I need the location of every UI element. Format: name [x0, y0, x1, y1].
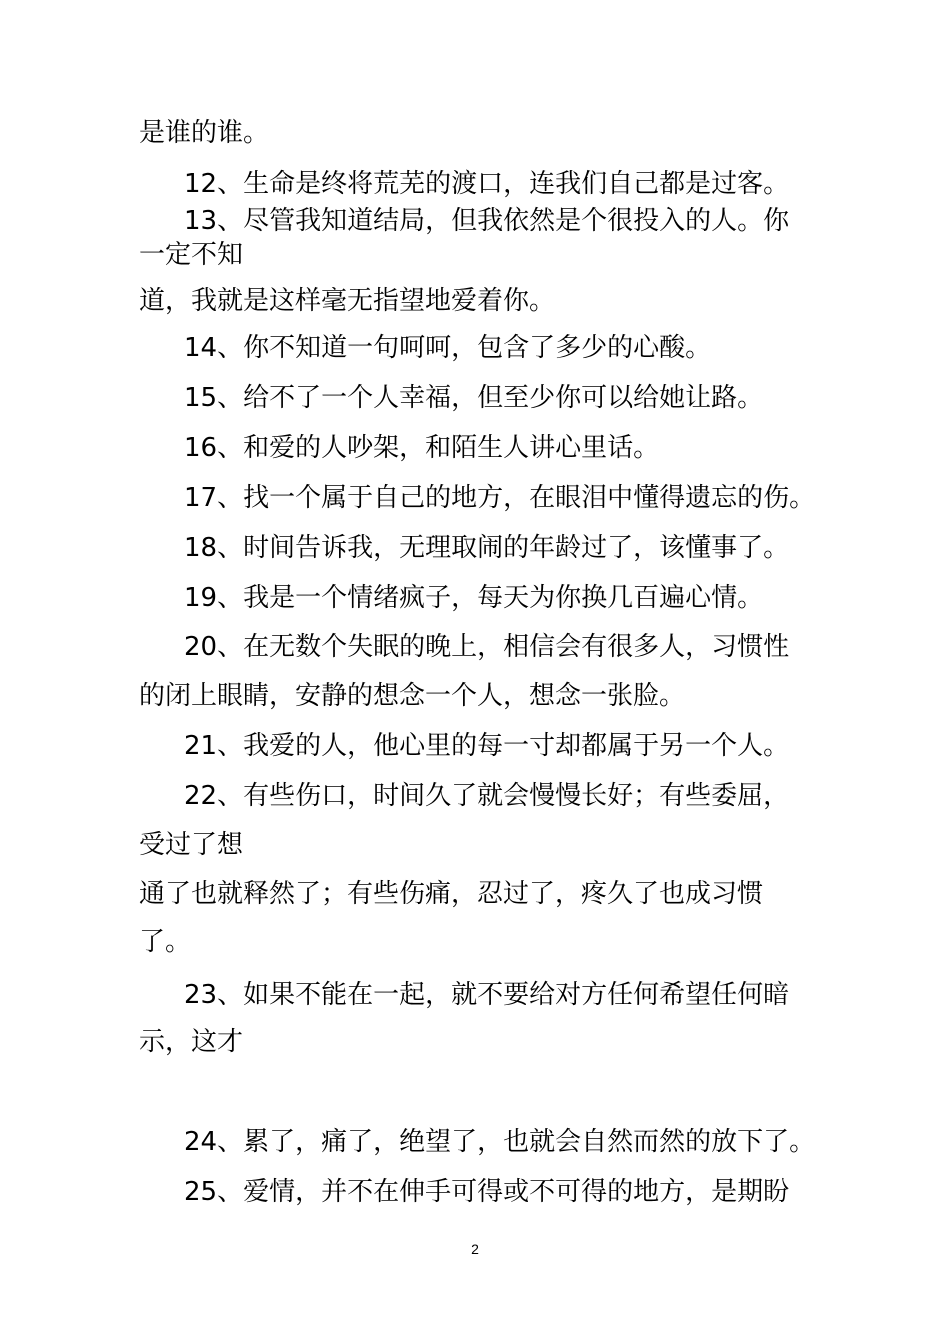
text-line: 道，我就是这样毫无指望地爱着你。	[139, 286, 556, 316]
text-line: 受过了想	[139, 830, 244, 860]
text-line: 是谁的谁。	[139, 118, 270, 148]
text-line: 12、生命是终将荒芜的渡口，连我们自己都是过客。	[184, 169, 790, 199]
text-line: 一定不知	[139, 240, 244, 270]
text-line: 19、我是一个情绪疯子，每天为你换几百遍心情。	[184, 583, 764, 613]
text-line: 23、如果不能在一起，就不要给对方任何希望任何暗	[184, 980, 790, 1010]
text-line: 17、找一个属于自己的地方，在眼泪中懂得遗忘的伤。	[184, 483, 816, 513]
text-line: 21、我爱的人，他心里的每一寸却都属于另一个人。	[184, 731, 790, 761]
page-number: 2	[471, 1241, 479, 1257]
text-line: 14、你不知道一句呵呵，包含了多少的心酸。	[184, 333, 712, 363]
text-line: 的闭上眼睛，安静的想念一个人，想念一张脸。	[139, 681, 686, 711]
text-line: 通了也就释然了；有些伤痛，忍过了，疼久了也成习惯	[139, 879, 764, 909]
text-line: 了。	[139, 927, 192, 957]
text-line: 示，这才	[139, 1027, 244, 1057]
text-line: 15、给不了一个人幸福，但至少你可以给她让路。	[184, 383, 764, 413]
text-line: 22、有些伤口，时间久了就会慢慢长好；有些委屈，	[184, 781, 790, 811]
text-line: 24、累了，痛了，绝望了，也就会自然而然的放下了。	[184, 1127, 816, 1157]
text-line: 20、在无数个失眠的晚上，相信会有很多人，习惯性	[184, 632, 790, 662]
text-line: 25、爱情，并不在伸手可得或不可得的地方，是期盼	[184, 1177, 790, 1207]
text-line: 16、和爱的人吵架，和陌生人讲心里话。	[184, 433, 660, 463]
text-line: 13、尽管我知道结局，但我依然是个很投入的人。你	[184, 206, 790, 236]
text-line: 18、时间告诉我，无理取闹的年龄过了，该懂事了。	[184, 533, 790, 563]
